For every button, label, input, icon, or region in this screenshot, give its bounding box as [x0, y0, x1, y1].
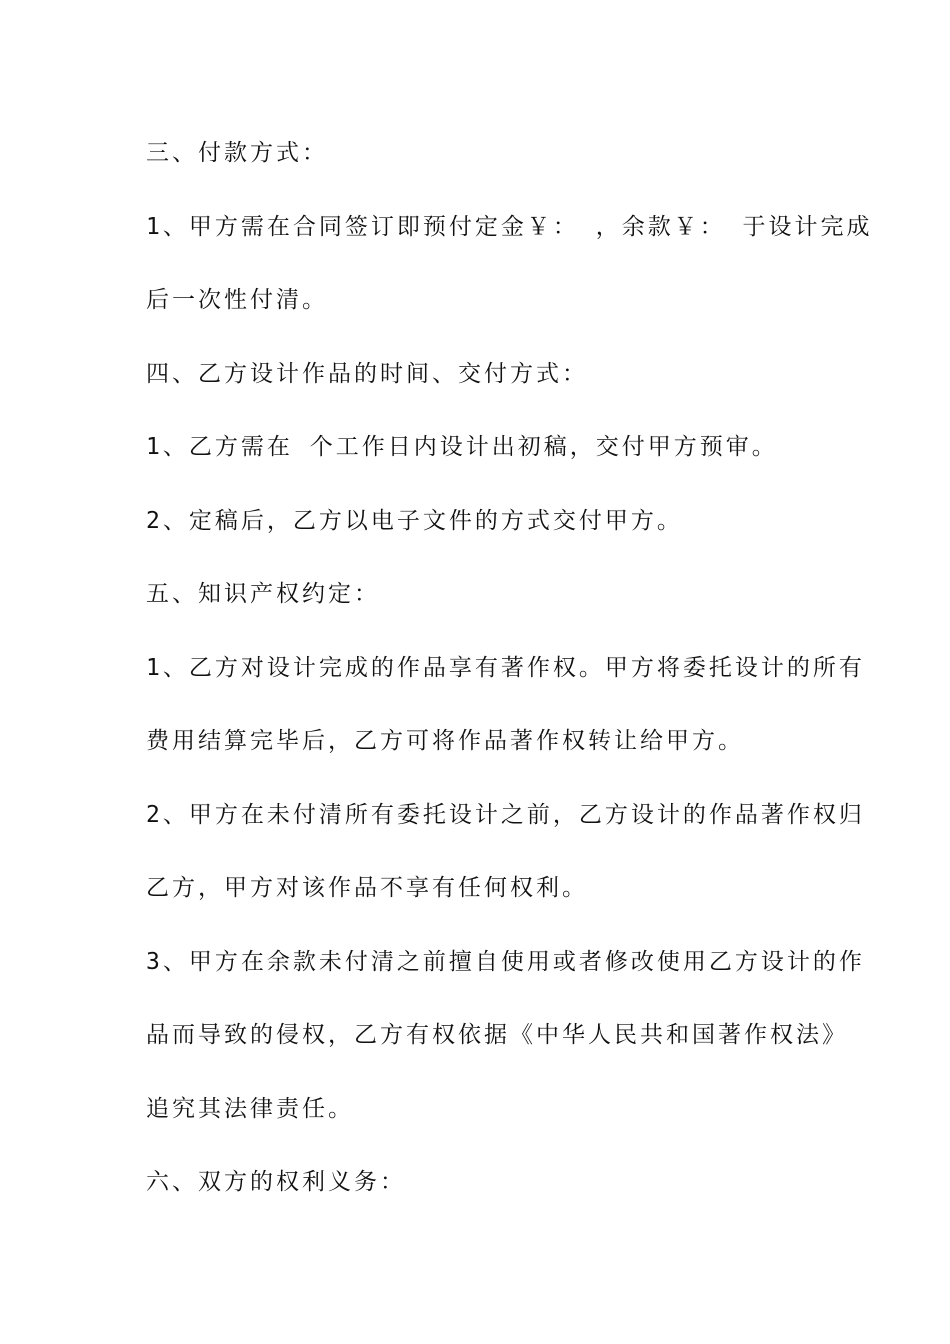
section-heading-ip: 五、知识产权约定： [146, 581, 380, 607]
paragraph-line: 乙方，甲方对该作品不享有任何权利。 [146, 875, 588, 901]
document-body [146, 130, 873, 1233]
paragraph-line: 1、甲方需在合同签订即预付定金￥： ，余款￥： 于设计完成 [146, 213, 873, 240]
section-heading-delivery: 四、乙方设计作品的时间、交付方式： [146, 360, 588, 387]
paragraph-line: 追究其法律责任。 [146, 1095, 354, 1122]
paragraph-line: 2、甲方在未付清所有委托设计之前，乙方设计的作品著作权归 [146, 801, 865, 828]
paragraph-line: 1、乙方需在 个工作日内设计出初稿，交付甲方预审。 [146, 434, 778, 460]
paragraph-line: 3、甲方在余款未付清之前擅自使用或者修改使用乙方设计的作 [146, 948, 865, 975]
paragraph-line: 后一次性付清。 [146, 287, 328, 313]
paragraph-line: 品而导致的侵权，乙方有权依据《中华人民共和国著作权法》 [146, 1022, 848, 1048]
section-heading-payment: 三、付款方式： [146, 140, 328, 166]
paragraph-line: 2、定稿后，乙方以电子文件的方式交付甲方。 [146, 507, 683, 534]
paragraph-line: 1、乙方对设计完成的作品享有著作权。甲方将委托设计的所有 [146, 654, 865, 681]
section-heading-rights: 六、双方的权利义务： [146, 1169, 406, 1195]
paragraph-line: 费用结算完毕后，乙方可将作品著作权转让给甲方。 [146, 728, 744, 754]
